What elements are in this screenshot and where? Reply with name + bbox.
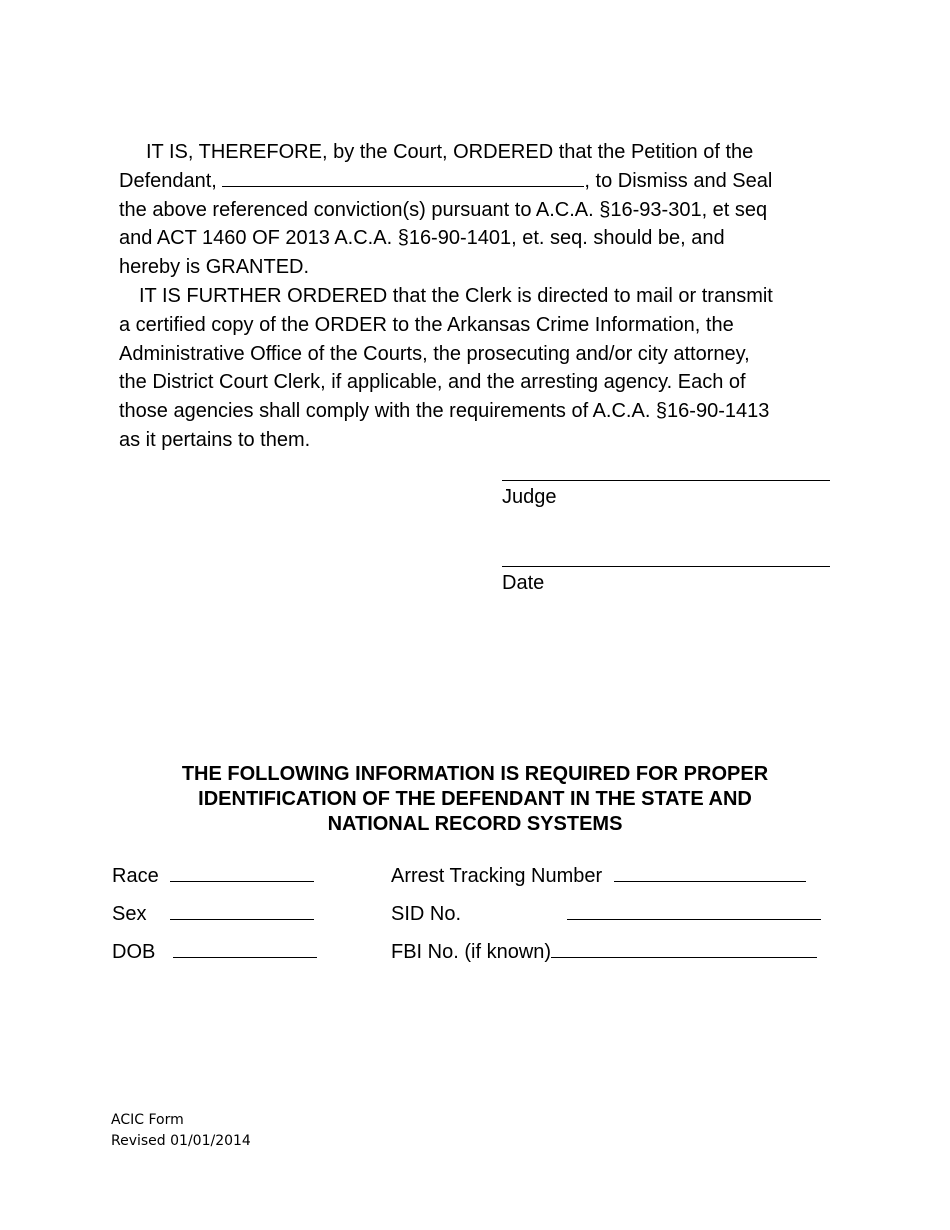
order-paragraph-1-line-5: hereby is GRANTED.	[119, 256, 310, 279]
identification-notice	[110, 762, 840, 837]
arrest-tracking-row	[391, 863, 806, 888]
order-body	[119, 138, 849, 455]
sid-row	[391, 901, 821, 926]
arrest-tracking-field[interactable]	[614, 863, 806, 882]
fbi-field[interactable]	[551, 939, 817, 958]
notice-line-2: IDENTIFICATION OF THE DEFENDANT IN THE STATE AND	[198, 788, 752, 810]
sex-field[interactable]	[170, 901, 314, 920]
notice-line-3: NATIONAL RECORD SYSTEMS	[327, 813, 623, 835]
order-paragraph-1-line-4: and ACT 1460 OF 2013 A.C.A. §16-90-1401, et. seq. should be, and	[119, 227, 725, 250]
order-paragraph-1-line-1: IT IS, THEREFORE, by the Court, ORDERED that the Petition of the	[146, 141, 754, 163]
order-paragraph-2-line-2: a certified copy of the ORDER to the Arkansas Crime Information, the	[119, 313, 734, 336]
sex-label: Sex	[112, 903, 147, 925]
arrest-tracking-label: Arrest Tracking Number	[391, 865, 603, 887]
sid-label: SID No.	[391, 903, 462, 925]
order-paragraph-1-line-2	[119, 167, 849, 196]
date-label: Date	[502, 572, 545, 594]
race-label: Race	[112, 865, 159, 887]
judge-label: Judge	[502, 486, 557, 508]
fbi-row	[391, 939, 817, 964]
footer-revision-date: Revised 01/01/2014	[111, 1133, 251, 1149]
dob-field[interactable]	[173, 939, 317, 958]
notice-line-1: THE FOLLOWING INFORMATION IS REQUIRED FOR PROPER	[181, 763, 769, 785]
defendant-label: Defendant,	[119, 169, 217, 192]
footer-form-name: ACIC Form	[111, 1112, 184, 1128]
defendant-name-field[interactable]	[222, 168, 584, 187]
order-paragraph-2-line-1: IT IS FURTHER ORDERED that the Clerk is directed to mail or transmit	[139, 284, 773, 307]
race-field[interactable]	[170, 863, 314, 882]
sex-row	[112, 901, 314, 926]
dob-row	[112, 939, 317, 964]
fbi-label: FBI No. (if known)	[391, 941, 552, 963]
sid-field[interactable]	[567, 901, 821, 920]
dismiss-seal-text: , to Dismiss and Seal	[584, 169, 773, 192]
race-row	[112, 863, 314, 888]
dob-label: DOB	[112, 941, 156, 963]
order-paragraph-1-line-3: the above referenced conviction(s) pursuant to A.C.A. §16-93-301, et seq	[119, 198, 768, 221]
form-footer	[111, 1110, 251, 1152]
date-signature-line[interactable]	[502, 566, 830, 567]
date-signature-block	[502, 566, 832, 595]
order-paragraph-2-line-3: Administrative Office of the Courts, the prosecuting and/or city attorney,	[119, 342, 750, 365]
order-paragraph-2-line-6: as it pertains to them.	[119, 428, 311, 451]
judge-signature-block	[502, 480, 832, 509]
order-paragraph-2-line-5: those agencies shall comply with the requirements of A.C.A. §16-90-1413	[119, 400, 770, 423]
order-paragraph-2-line-4: the District Court Clerk, if applicable, and the arresting agency. Each of	[119, 371, 746, 394]
judge-signature-line[interactable]	[502, 480, 830, 481]
